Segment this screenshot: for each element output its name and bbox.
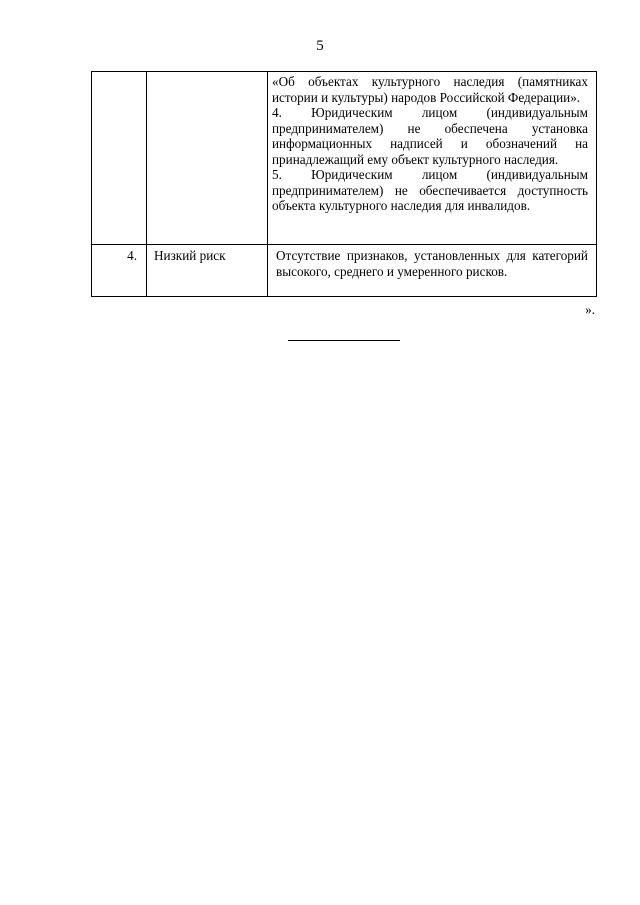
criteria-cell xyxy=(268,245,597,297)
row-number-cell: 4. xyxy=(92,245,147,297)
end-rule xyxy=(288,340,400,341)
criteria-cell xyxy=(268,72,597,245)
criteria-paragraph: «Об объектах культурного наследия (памятниках истории и культуры) народов Российской Федерации». xyxy=(272,74,588,105)
closing-quote: ». xyxy=(585,302,595,317)
risk-category-table xyxy=(91,71,597,297)
table-row xyxy=(92,72,597,245)
risk-category-cell: Низкий риск xyxy=(147,245,268,297)
page-number: 5 xyxy=(316,38,324,54)
row-number-cell xyxy=(92,72,147,245)
table-row xyxy=(92,245,597,297)
criteria-paragraph: 5. Юридическим лицом (индивидуальным предпринимателем) не обеспечивается доступность объекта культурного наследия для инвалидов. xyxy=(272,167,588,213)
criteria-paragraph: 4. Юридическим лицом (индивидуальным предпринимателем) не обеспечена установка информационных надписей и обозначений на принадлежащий ему объект культурного наследия. xyxy=(272,105,588,167)
criteria-paragraph: Отсутствие признаков, установленных для категорий высокого, среднего и умеренного рисков. xyxy=(276,248,588,279)
risk-category-cell xyxy=(147,72,268,245)
